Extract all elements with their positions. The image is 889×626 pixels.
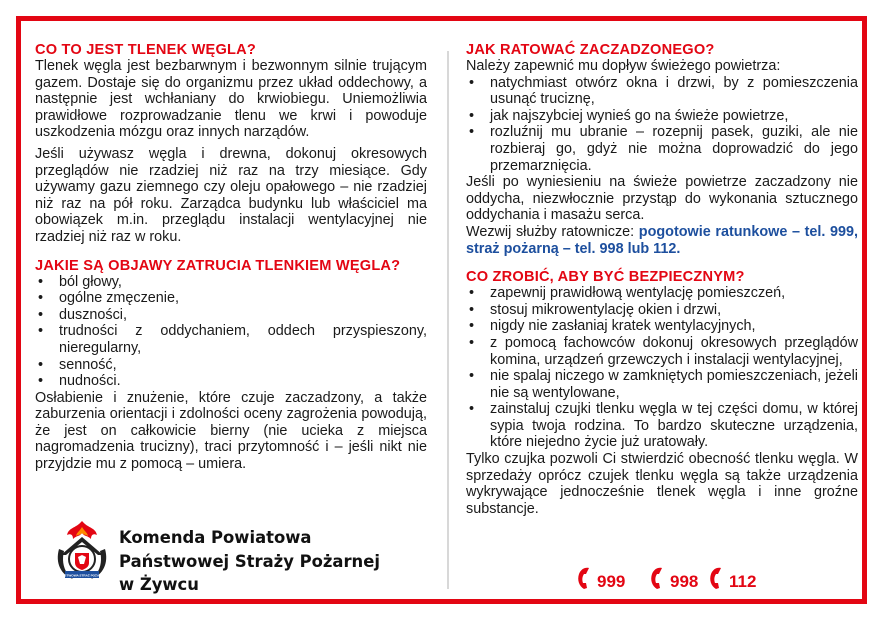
- phone-icon: [706, 566, 728, 590]
- org-line-2: Państwowej Straży Pożarnej: [119, 551, 380, 571]
- paragraph-co-description: Tlenek węgla jest bezbarwnym i bezwonnym silnie trującym gazem. Dostaje się do organizmu przez układ oddechowy, a następnie jest wchłaniany do krwiobiegu. Uniemożliwia prawidłowe rozprowadzanie tlenu we krwi i powoduje uszkodzenia mózgu oraz innych narządów.: [35, 58, 427, 141]
- list-item: • zapewnij prawidłową wentylację pomieszczeń,: [469, 285, 786, 302]
- list-item: • nudności.: [38, 373, 121, 390]
- list-item: • natychmiast otwórz okna i drzwi, by z pomieszczenia usunąć truciznę,: [469, 74, 858, 108]
- paragraph-cpr: Jeśli po wyniesieniu na świeże powietrze zaczadzony nie oddycha, niezwłocznie przystąp do wykonania sztucznego oddychania i masażu serca.: [466, 174, 858, 224]
- list-item: • senność,: [38, 356, 117, 373]
- phone-999: [574, 566, 625, 590]
- list-item: • ból głowy,: [38, 273, 122, 290]
- fire-service-logo: [51, 519, 113, 585]
- phone-998: [647, 566, 698, 590]
- list-item: • duszności,: [38, 306, 127, 323]
- rescue-steps-list: [466, 75, 858, 175]
- emergency-numbers-text: pogotowie ratunkowe – tel. 999, straż pożarną – tel. 998 lub 112.: [466, 223, 859, 257]
- leaflet-frame: [16, 16, 867, 604]
- org-line-3: w Żywcu: [119, 575, 199, 594]
- organization-name: [119, 526, 380, 597]
- section-title-what-is-co: CO TO JEST TLENEK WĘGLA?: [35, 42, 257, 58]
- right-column: [466, 43, 858, 517]
- phone-number: 112: [729, 572, 757, 591]
- list-item: • jak najszybciej wynieś go na świeże powietrze,: [469, 107, 789, 124]
- org-line-1: Komenda Powiatowa: [119, 528, 312, 547]
- paragraph-fresh-air: Należy zapewnić mu dopływ świeżego powietrza:: [466, 58, 781, 74]
- section-title-rescue: JAK RATOWAĆ ZACZADZONEGO?: [466, 42, 715, 58]
- phone-number: 999: [597, 572, 626, 591]
- phone-112: [706, 566, 756, 590]
- section-title-safety: CO ZROBIĆ, ABY BYĆ BEZPIECZNYM?: [466, 269, 745, 286]
- section-title-symptoms: JAKIE SĄ OBJAWY ZATRUCIA TLENKIEM WĘGLA?: [35, 257, 401, 274]
- symptoms-list: [35, 274, 427, 390]
- phone-icon: [574, 566, 596, 590]
- list-item: • zainstaluj czujki tlenku węgla w tej części domu, w której sypia twoja rodzina. To bardzo skuteczne urządzenia, które niejedno życie już uratowały.: [469, 401, 858, 451]
- list-item: • nie spalaj niczego w zamkniętych pomieszczeniach, jeżeli nie są wentylowane,: [469, 368, 858, 401]
- column-divider: [447, 51, 449, 589]
- phone-number: 998: [670, 572, 699, 591]
- paragraph-inspections: Jeśli używasz węgla i drewna, dokonuj okresowych przeglądów nie rzadziej niż raz na trzy miesiące. Gdy używamy gazu ziemnego czy oleju opałowego – nie rzadziej niż raz na pół roku. Zarządca budynku lub właściciel ma obowiązek m.in. przeglądu instalacji wentylacyjnej nie rzadziej niż raz w roku.: [35, 145, 427, 245]
- paragraph-detector-info: Tylko czujka pozwoli Ci stwierdzić obecność tlenku węgla. W sprzedaży oprócz czujek tlenku węgla są także urządzenia wykrywające jednocześnie tlenek węgla i inne groźne substancje.: [466, 451, 858, 517]
- safety-tips-list: [466, 285, 858, 451]
- paragraph-emergency-call: Wezwij służby ratownicze: pogotowie ratunkowe – tel. 999, straż pożarną – tel. 998 lub 112.: [466, 223, 859, 257]
- paragraph-symptoms-effect: Osłabienie i znużenie, które czuje zaczadzony, a także zaburzenia orientacji i zdolności oceny zagrożenia powodują, że jest on całkowicie bierny (nie ucieka z miejsca nagromadzenia trucizny), traci przytomność i – jeśli nikt nie przyjdzie mu z pomocą – umiera.: [35, 389, 427, 473]
- left-column: [35, 43, 427, 473]
- phone-icon: [647, 566, 669, 590]
- logo-banner-text: PAŃSTWOWA STRAŻ POŻARNA: [58, 573, 106, 578]
- list-item: • rozluźnij mu ubranie – rozepnij pasek, guziki, ale nie rozbieraj go, gdyż nie można doprowadzić do jego przemarznięcia.: [469, 124, 858, 174]
- list-item: • z pomocą fachowców dokonuj okresowych przeglądów komina, urządzeń grzewczych i instalacji wentylacyjnej,: [469, 334, 858, 368]
- list-item: • ogólne zmęczenie,: [38, 290, 179, 307]
- list-item: • trudności z oddychaniem, oddech przyspieszony, nieregularny,: [38, 323, 427, 356]
- list-item: • nigdy nie zasłaniaj kratek wentylacyjnych,: [469, 318, 756, 335]
- list-item: • stosuj mikrowentylację okien i drzwi,: [469, 301, 722, 318]
